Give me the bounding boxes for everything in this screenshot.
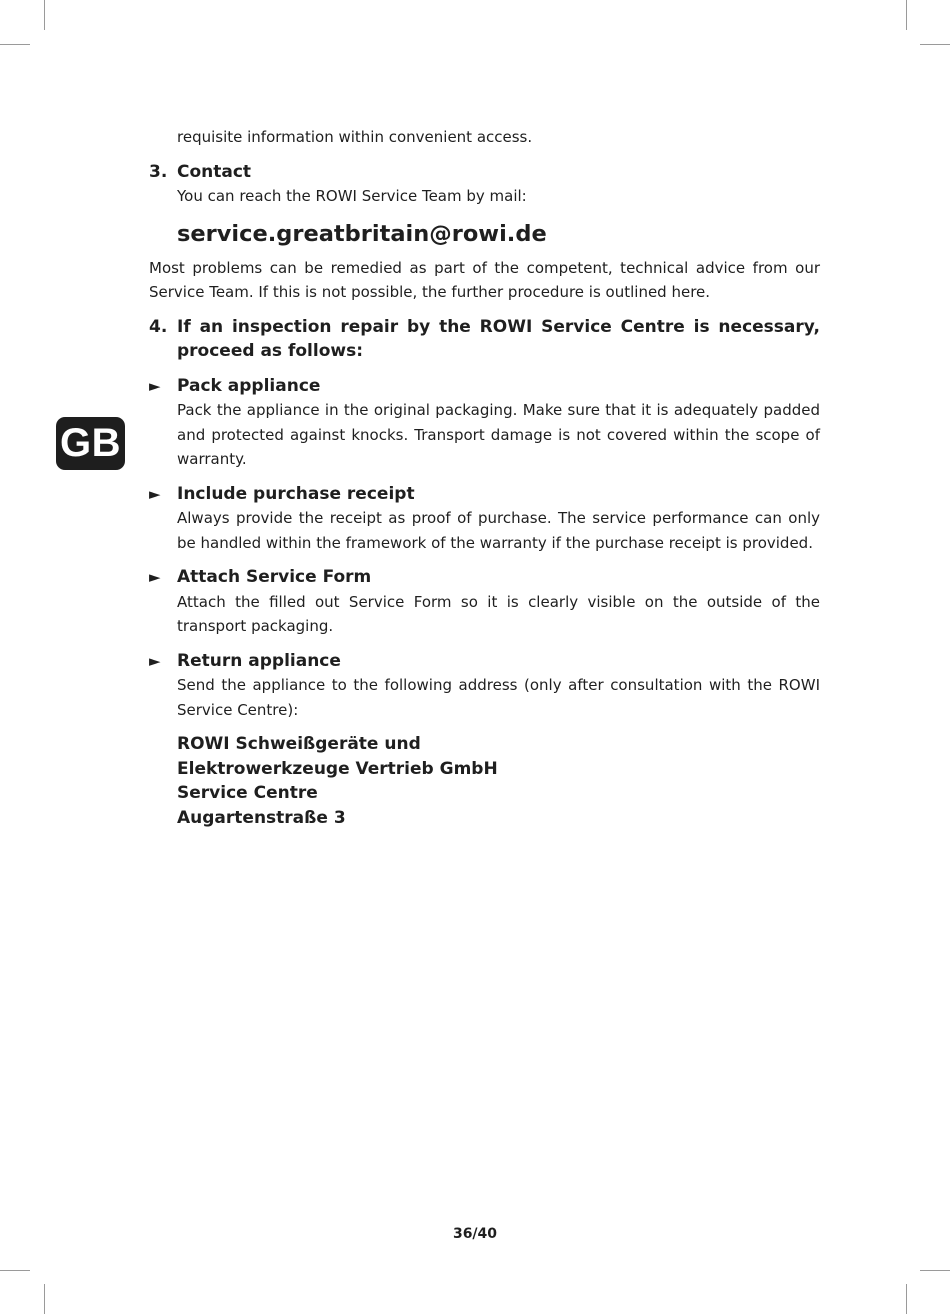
step-text: Attach the filled out Service Form so it is clearly visible on the outside of the transport packaging. [177, 592, 820, 635]
crop-mark [920, 44, 950, 45]
crop-mark [44, 1284, 45, 1314]
document-content [149, 125, 820, 830]
crop-mark [906, 1284, 907, 1314]
address-line: Service Centre [177, 783, 318, 803]
crop-mark [906, 0, 907, 30]
crop-mark [0, 1270, 30, 1271]
language-tab: GB [56, 417, 125, 470]
arrow-right-icon: ► [149, 568, 161, 586]
step-text: Always provide the receipt as proof of purchase. The service performance can only be handled within the framework of the warranty if the purchase receipt is provided. [177, 509, 820, 552]
step-title: Include purchase receipt [177, 483, 415, 504]
step-title: Return appliance [177, 650, 341, 671]
service-email: service.greatbritain@rowi.de [177, 220, 547, 247]
continuation-text: requisite information within convenient access. [177, 128, 533, 146]
section-text: You can reach the ROWI Service Team by mail: [177, 187, 527, 205]
step-text: Pack the appliance in the original packaging. Make sure that it is adequately padded and protected against knocks. Transport damage is not covered within the scope of warranty. [177, 401, 820, 468]
crop-mark [920, 1270, 950, 1271]
section-number: 3. [149, 161, 168, 182]
step-title: Pack appliance [177, 375, 321, 396]
arrow-right-icon: ► [149, 651, 161, 670]
remedy-paragraph: Most problems can be remedied as part of the competent, technical advice from our Service Team. If this is not possible, the further procedure is outlined here. [149, 258, 820, 301]
step-item [149, 565, 820, 639]
section-title: Contact [177, 161, 252, 182]
step-item [149, 649, 820, 723]
step-text: Send the appliance to the following address (only after consultation with the ROWI Service Centre): [177, 676, 820, 719]
crop-mark [0, 44, 30, 45]
arrow-right-icon: ► [149, 376, 161, 395]
section-contact [149, 160, 820, 209]
section-title: If an inspection repair by the ROWI Service Centre is necessary, proceed as follows: [177, 316, 820, 361]
address-line: ROWI Schweißgeräte und [177, 734, 421, 754]
address-line: Elektrowerkzeuge Vertrieb GmbH [177, 758, 498, 779]
step-item [149, 482, 820, 556]
section-inspection [149, 315, 820, 364]
page-number: 36/40 [452, 1226, 498, 1242]
crop-mark [44, 0, 45, 30]
section-number: 4. [149, 316, 168, 337]
address-line: Augartenstraße 3 [177, 807, 346, 828]
step-item [149, 374, 820, 472]
step-title: Attach Service Form [177, 567, 372, 587]
arrow-right-icon: ► [149, 484, 161, 503]
service-address [149, 732, 820, 830]
